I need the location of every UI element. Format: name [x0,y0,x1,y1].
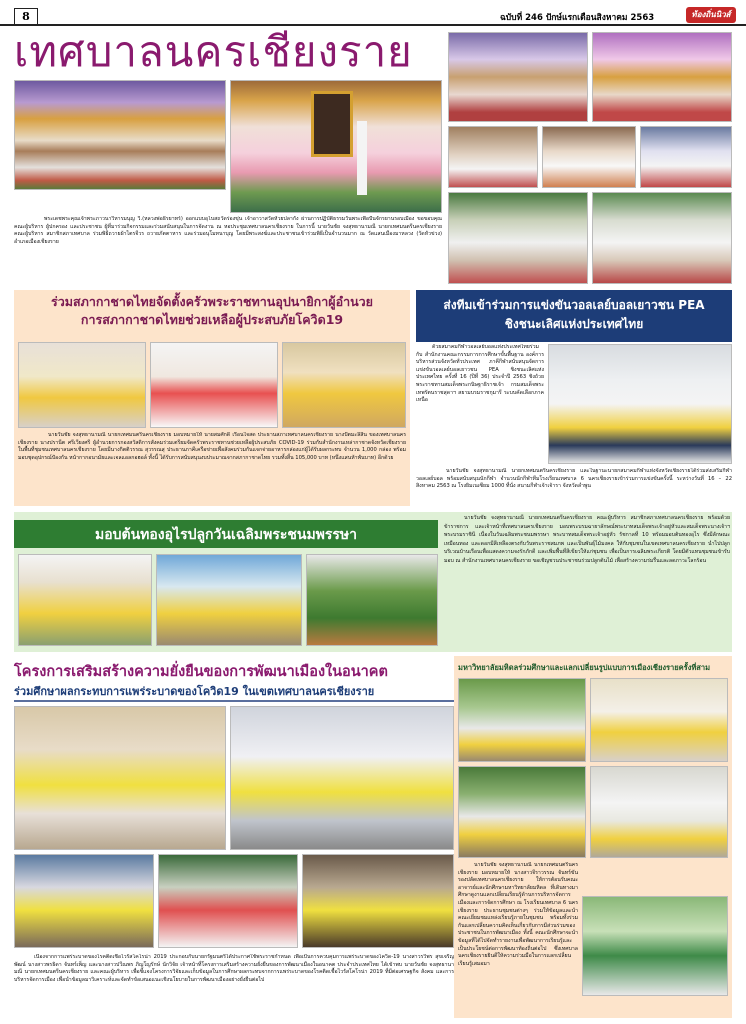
grid-photo-7 [592,192,732,284]
story6-photo-2 [590,678,728,762]
story6-headline: มหาวิทยาลัยมหิดลร่วมศึกษาและแลกเปลี่ยนรูปแบบการเมืองเชียงรายครั้งที่สาม [458,663,711,672]
meeting-photo-1 [14,706,226,850]
story3-body-1: ด้วยสมาคมกีฬาวอลเลย์บอลแห่งประเทศไทยร่วมกับ สำนักงานคณะกรรมการการศึกษาขั้นพื้นฐาน องค์การบริหารส่วนจังหวัดทั่วประเทศ ภาคีกีฬาสนับสนุนจัดการแข่งขันวอลเลย์บอลเยาวชน PEA ชิงชนะเลิศแห่งประเทศไทย ครั้งที่ 16 (ปีที่ 36) ประจำปี 2563 ชิงถ้วยพระราชทานสมเด็จพระกนิษฐาธิราชเจ้า กรมสมเด็จพระเทพรัตนราชสุดาฯ สยามบรมราชกุมารี ระบบคัดเลือกภาคเหนือ [416,344,544,404]
meeting-photo-4 [158,854,298,948]
grid-photo-6 [448,192,588,284]
story6-photo-4 [590,766,728,858]
story5-headline-1: โครงการเสริมสร้างความยั่งยืนของการพัฒนาเมืองในอนาคต [14,664,388,680]
story6-photo-1 [458,678,586,762]
story2-headline-1: ร่วมสภากาชาดไทยจัดตั้งครัวพระราชทานอุปนายิกาผู้อำนวย [50,294,374,309]
story5-headline-2: ร่วมศึกษาผลกระทบการแพร่ระบาดของโควิด19 ในเขตเทศบาลนครเชียงราย [14,685,375,698]
grid-photo-3 [448,126,538,188]
meeting-photo-3 [14,854,154,948]
story2-body: นายวันชัย จงสุทธานามณี นายกเทศมนตรีนครเชียงราย มอบหมายให้ นายสมศักดิ์ เรือนใจสด ประธานสภาเทศบาลนครเชียงราย นางปัตมะลิสิน ของเทศบาลนครเชียงราย นางปรานีต ศรีเวียงศรี ผู้อำนวยการกองสวัสดิการสังคมร่วมเตรียมจัดครัวพระราชทานช่วยเหลือผู้ประสบภัย COVID-19 ร่วมกับสำนักงานเหล่ากาชาดจังหวัดเชียงราย ในพื้นที่ชุมชนเทศบาลนครเชียงราย โดยมีนางกิตติวรรณ สุวรรณสุ ประธานภาคีเครือข่ายเพื่อสังคมร่วมกันแจกจ่ายอาหารกล่องแก่ผู้ได้รับผลกระทบ จำนวน 1,000 กล่อง พร้อมมอบชุดอุปกรณ์ป้องกัน หน้ากากอนามัยและเจลแอลกอฮอล์ ทั้งนี้ ได้รับการสนับสนุนงบประมาณจากสภากาชาดไทย รวมทั้งสิ้น 105,000 บาท (หนึ่งแสนห้าพันบาท) อีกด้วย [18,432,406,461]
grid-photo-5 [640,126,732,188]
story1-body: พระเดชพระคุณเจ้าพระภาวนาวิหารมนุญ วิ.(หลวงพ่อธีรยาทร์) ออกแบบอุโบสถวัดร่องขุ่น เจ้าอาวาสวัดห้วยปลากั้ง ผ่านการปฏิบัติธรรมวันพระเพื่อปั่นจักรยานรอบเมือง ขอขอบคุณคณะผู้บริหาร ผู้ปกครอง และประชาชน ผู้ที่มาร่วมกิจกรรมและร่วมสนับสนุนในการจัดงาน ณ หอประชุมเทศบาลนครเชียงราย ในการนี้ นายวันชัย จงสุทธานามณี นายกเทศมนตรีนครเชียงราย คณะผู้บริหาร สมาชิกสภาเทศบาล ร่วมพิธีถวายผ้าไตรจีวร ถวายภัตตาหาร และร่วมอนุโมทนาบุญ โดยมีพระสงฆ์และประชาชนเข้าร่วมพิธีเป็นจำนวนมาก ณ วัดแสนเมืองมาหลวง (วัดหัวข่วง) อำเภอเมืองเชียงราย [14,216,442,245]
story4-photo-2 [156,554,302,646]
story2-photo-2 [150,342,278,428]
meeting-photo-5 [302,854,454,948]
ceremony-portrait-photo [230,80,442,213]
issue-date: ฉบับที่ 246 ปักษ์แรกเดือนสิงหาคม 2563 [500,13,655,23]
newspaper-logo: ท้องถิ่นนิวส์ [686,7,736,23]
page-title: เทศบาลนครเชียงราย [14,30,413,76]
story2-photo-3 [282,342,406,428]
volleyball-team-photo [548,344,732,464]
story4-photo-3 [306,554,438,646]
story3-headline-2: ชิงชนะเลิศแห่งประเทศไทย [504,317,644,331]
story4-body: นายวันชัย จงสุทธานามณี นายกเทศมนตรีนครเชียงราย คณะผู้บริหาร สมาชิกสภาเทศบาลนครเชียงราย พร้อมด้วยข้าราชการ และเจ้าหน้าที่เทศบาลนครเชียงราย มอบพระบรมฉายาลักษณ์พระบาทสมเด็จพระเจ้าอยู่หัวและสมเด็จพระนางเจ้าฯ พระบรมราชินี เนื่องในวันเฉลิมพระชนมพรรษา พระบาทสมเด็จพระเจ้าอยู่หัว รัชกาลที่ 10 พร้อมมอบต้นทองอุไร ซึ่งมีลักษณะเหมือนทอง และดอกมีสีเหลืองตรงกับวันพระราชสมภพ และเป็นพันธุ์ไม้มงคล ให้กับชุมชนในเขตเทศบาลนครเชียงราย นำไปปลูกบริเวณบ้านเรือนเพื่อแสดงความจงรักภักดี และเพิ่มพื้นที่สีเขียวให้แก่ชุมชน เพื่อเป็นการเฉลิมพระเกียรติ โดยมีตัวแทนชุมชนเข้ารับมอบ ณ สำนักงานเทศบาลนครเชียงราย ขอเชิญชวนประชาชนร่วมปลูกต้นไม้ เพื่อสร้างความร่มรื่นและลดภาวะโลกร้อน [444,515,730,564]
meeting-photo-2 [230,706,454,850]
story6-photo-5 [582,896,728,996]
story3-headline-1: ส่งทีมเข้าร่วมการแข่งขันวอลเลย์บอลเยาวชน PEA [443,298,705,312]
story2-photo-1 [18,342,146,428]
story6-body: นายวันชัย จงสุทธานามณี นายกเทศมนตรีนครเชียงราย มอบหมายให้ นางสาวจีราวรรณ จันทร์ขัน รองปลัดเทศบาลนครเชียงราย ให้การต้อนรับคณะอาจารย์และนักศึกษามหาวิทยาลัยมหิดล ที่เดินทางมาศึกษาดูงานแลกเปลี่ยนเรียนรู้ด้านการบริหารจัดการเมืองและการจัดการศึกษา ณ โรงเรียนเทศบาล 6 นครเชียงราย ประธานชุมชนต่างๆ ร่วมให้ข้อมูลและนำคณะเยี่ยมชมแหล่งเรียนรู้ภายในชุมชน พร้อมทั้งร่วมกันแลกเปลี่ยนความคิดเห็นเกี่ยวกับการมีส่วนร่วมของประชาชนในการพัฒนาเมือง ทั้งนี้ คณะนักศึกษาจะนำข้อมูลที่ได้ไปจัดทำรายงานเพื่อพัฒนาการเรียนรู้และเป็นประโยชน์ต่อการพัฒนาท้องถิ่นต่อไป ซึ่งเทศบาลนครเชียงรายยินดีให้ความร่วมมือในการแลกเปลี่ยนเรียนรู้เสมอมา [458,862,578,967]
story3-body-2: นายวันชัย จงสุทธานามณี นายกเทศมนตรีนครเชียงราย และในฐานะนายกสมาคมกีฬาแห่งจังหวัดเชียงรายได้ร่วมส่งเสริมกีฬาวอลเลย์บอล พร้อมสนับสนุนนักกีฬา จำนวนนักกีฬาทีมโรงเรียนเทศบาล 6 นครเชียงรายเข้าร่วมการแข่งขันครั้งนี้ ระหว่างวันที่ 16 – 22 สิงหาคม 2563 ณ โรงยิมเนเซียม 1000 ที่นั่ง สนามกีฬาเจ้าเจ้ารา จังหวัดลำพูน [416,468,732,490]
grid-photo-4 [542,126,636,188]
story2-headline-2: การสภากาชาดไทยช่วยเหลือผู้ประสบภัยโควิด19 [80,312,344,327]
story5-divider [14,700,454,702]
story6-photo-3 [458,766,586,858]
story4-headline: มอบต้นทองอุไรปลูกวันเฉลิมพระชนมพรรษา [94,527,358,543]
monks-stage-photo [14,80,226,190]
story4-photo-1 [18,554,152,646]
page-number: 8 [14,8,38,25]
grid-photo-2 [592,32,732,122]
story5-body: เนื่องจากการแพร่ระบาดของโรคติดเชื้อไวรัสโคโรน่า 2019 ประกอบกับนายกรัฐมนตรีได้ประกาศใช้พระราชกำหนด เพื่อเป็นการควบคุมการแพร่ระบาดของโควิด-19 นางสาวรวีพร สุขเจริญพัฒน์ นางสาวพรธิดา จันทร์เพ็ญ และนางสาวปวีณพร ภิญโญรักษ์ นักวิจัย เจ้าหน้าที่โครงการเสริมสร้างความยั่งยืนของการพัฒนาเมืองในอนาคต ประจำประเทศไทย ได้เข้าพบ นายวันชัย จงสุทธานามณี นายกเทศมนตรีนครเชียงราย และคณะผู้บริหาร เพื่อชี้แจงโครงการวิจัยและเก็บข้อมูลในการศึกษาผลกระทบจากการแพร่ระบาดของโรคติดเชื้อไวรัสโคโรน่า 2019 ที่มีต่อเศรษฐกิจ สังคม และการบริหารจัดการเมือง เพื่อนำข้อมูลมาวิเคราะห์และจัดทำข้อเสนอแนะเชิงนโยบายในการพัฒนาเมืองอย่างยั่งยืนต่อไป [14,954,454,983]
grid-photo-1 [448,32,588,122]
